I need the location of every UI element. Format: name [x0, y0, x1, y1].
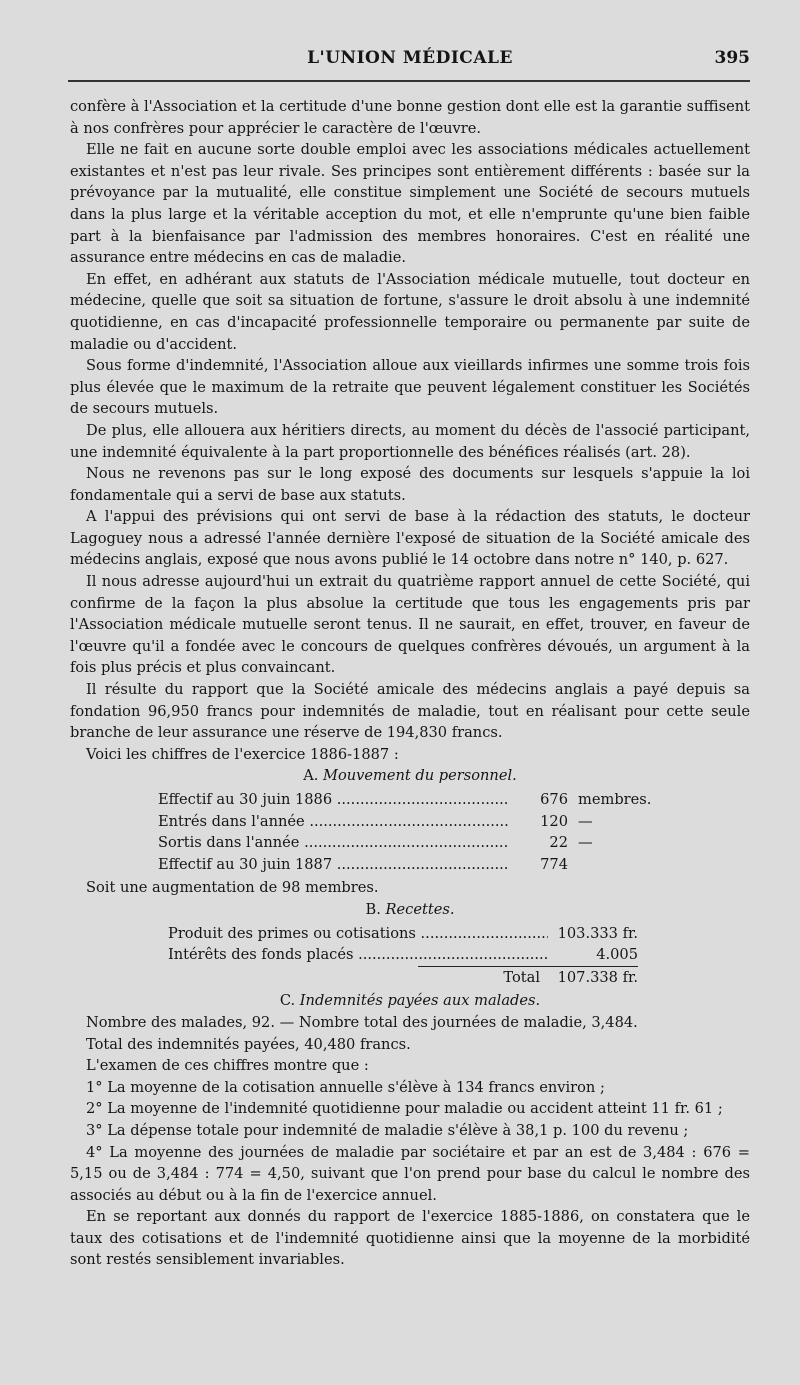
article-body — [70, 96, 750, 1271]
row-value: 22 — [549, 834, 568, 852]
row-label: Effectif au 30 juin 1886 ..... — [158, 789, 508, 811]
receipts-table — [168, 923, 638, 989]
row-unit: — — [578, 812, 593, 830]
total-row — [168, 967, 638, 989]
paragraph: Elle ne fait en aucune sorte double emploi avec les associations médicales actuellement existantes et n'est pas leur rivale. Ses principes sont entièrement différents : basée sur la prévoyance par la mutualité, elle constitue simplement une Société de secours mutuels dans la plus large et la véritable acception du mot, et elle n'emprunte qu'une bien faible part à la bienfaisance par l'admission des membres honoraires. C'est en réalité une assurance entre médecins en cas de maladie. — [70, 141, 750, 267]
paragraph: Nous ne revenons pas sur le long exposé des documents sur lesquels s'appuie la loi fondamentale qui a servi de base aux statuts. — [70, 465, 750, 504]
total-label: Total — [503, 968, 540, 986]
section-c-line: 4° La moyenne des journées de maladie par sociétaire et par an est de 3,484 : 676 = 5,15 ou de 3,484 : 774 = 4,50, suivant que l'on prend pour base du calcul le nombre des associés au début ou à la fin de l'exercice annuel. — [70, 1143, 750, 1204]
section-c-line: Total des indemnités payées, 40,480 francs. — [86, 1035, 411, 1053]
row-label: Effectif au 30 juin 1887 ..... — [158, 854, 508, 876]
row-value: 120 — [540, 812, 568, 830]
row-unit: — — [578, 834, 593, 852]
section-c-line: Nombre des malades, 92. — Nombre total des journées de maladie, 3,484. — [86, 1013, 638, 1031]
paragraph: De plus, elle allouera aux héritiers directs, au moment du décès de l'associé participant, une indemnité équivalente à la part proportionnelle des bénéfices réalisés (art. 28). — [70, 421, 750, 461]
personnel-table — [158, 789, 658, 875]
section-c-heading — [70, 990, 750, 1012]
section-a-title: Mouvement du personnel. — [323, 767, 517, 785]
header-rule — [68, 80, 750, 82]
section-a-number: A. — [303, 767, 319, 785]
table-row — [158, 811, 658, 833]
row-value: 103.333 fr. — [557, 924, 638, 942]
row-value: 676 — [540, 791, 568, 808]
section-c-title: Indemnités payées aux malades. — [299, 992, 541, 1010]
row-label: Intérêts des fonds placés ..... — [168, 944, 548, 966]
row-value: 774 — [540, 855, 568, 873]
section-a-heading — [70, 765, 750, 787]
section-b-title: Recettes. — [385, 900, 455, 918]
section-a-note: Soit une augmentation de 98 membres. — [86, 879, 379, 897]
total-value: 107.338 fr. — [557, 968, 638, 986]
paragraph: En effet, en adhérant aux statuts de l'Association médicale mutuelle, tout docteur en médecine, quelle que soit sa situation de fortune, s'assure le droit absolu à une indemnité quotidienne, en cas d'incapacité professionnelle temporaire ou permanente par suite de maladie ou d'accident. — [70, 270, 750, 353]
paragraph: Il nous adresse aujourd'hui un extrait du quatrième rapport annuel de cette Société, qui confirme de la façon la plus absolue la certitude que tous les engagements pris par l'Association médicale mutuelle seront tenus. Il ne saurait, en effet, trouver, en faveur de l'œuvre qu'il a fondée avec le concours de quelques confrères dévoués, un argument à la fois plus précis et plus convaincant. — [70, 573, 750, 677]
section-c-line: En se reportant aux donnés du rapport de l'exercice 1885-1886, on constatera que le taux des cotisations et de l'indemnité quotidienne ainsi que la moyenne de la morbidité sont restés sensiblement invariables. — [70, 1208, 750, 1269]
section-c-line: 1° La moyenne de la cotisation annuelle s'élève à 134 francs environ ; — [86, 1078, 605, 1096]
table-row — [158, 832, 658, 854]
table-row — [158, 854, 658, 876]
row-label: Produit des primes ou cotisations ..... — [168, 923, 548, 945]
paragraph: Sous forme d'indemnité, l'Association alloue aux vieillards infirmes une somme trois fois plus élevée que le maximum de la retraite que peuvent légalement constituer les Sociétés de secours mutuels. — [70, 357, 750, 418]
section-c-line: 3° La dépense totale pour indemnité de maladie s'élève à 38,1 p. 100 du revenu ; — [86, 1121, 689, 1139]
table-row — [158, 789, 658, 811]
section-b-number: B. — [365, 900, 381, 918]
row-unit — [568, 854, 658, 876]
row-value: 4.005 — [596, 946, 638, 964]
page-number: 395 — [714, 48, 750, 68]
paragraph: A l'appui des prévisions qui ont servi de base à la rédaction des statuts, le docteur Lagoguey nous a adressé l'année dernière l'exposé de situation de la Société amicale des médecins anglais, exposé que nous avons publié le 14 octobre dans notre n° 140, p. 627. — [70, 508, 750, 569]
section-c-number: C. — [279, 992, 296, 1010]
row-unit: membres. — [578, 791, 652, 808]
row-label: Sortis dans l'année ..... — [158, 832, 508, 854]
paragraph: confère à l'Association et la certitude d'une bonne gestion dont elle est la garantie suffisent à nos confrères pour apprécier le caractère de l'œuvre. — [70, 98, 750, 137]
table-row — [168, 944, 638, 966]
paragraph: Voici les chiffres de l'exercice 1886-1887 : — [86, 745, 399, 763]
section-c-line: L'examen de ces chiffres montre que : — [86, 1057, 369, 1075]
paragraph: Il résulte du rapport que la Société amicale des médecins anglais a payé depuis sa fondation 96,950 francs pour indemnités de maladie, tout en réalisant pour cette seule branche de leur assurance une réserve de 194,830 francs. — [70, 681, 750, 742]
section-b-heading — [70, 899, 750, 921]
table-row — [168, 923, 638, 945]
running-title: L'UNION MÉDICALE — [307, 48, 513, 68]
row-label: Entrés dans l'année ..... — [158, 811, 508, 833]
page-header — [70, 46, 750, 76]
section-c-line: 2° La moyenne de l'indemnité quotidienne pour maladie ou accident atteint 11 fr. 61 ; — [86, 1100, 723, 1118]
